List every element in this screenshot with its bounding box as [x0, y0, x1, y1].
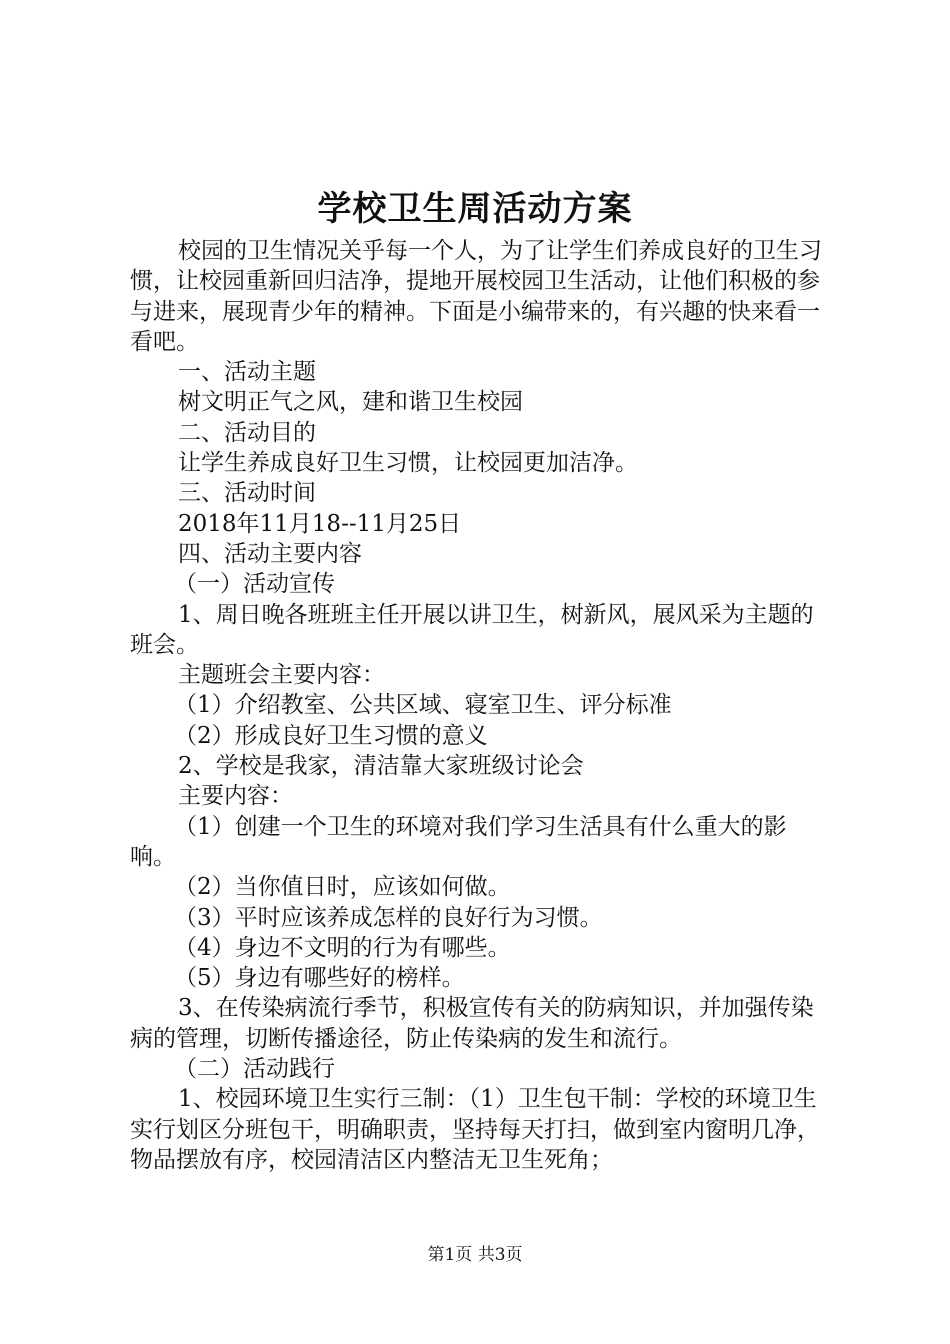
list-item: （4）身边不文明的行为有哪些。: [174, 934, 511, 961]
list-item: 3、在传染病流行季节，积极宣传有关的防病知识，并加强传染病的管理，切断传播途径，防止传染病的发生和流行。: [130, 995, 814, 1052]
time-text: 2018年11月18--11月25日: [178, 510, 462, 537]
list-item: 主题班会主要内容：: [178, 662, 385, 689]
list-item: （5）身边有哪些好的榜样。: [174, 965, 465, 992]
purpose-text: 让学生养成良好卫生习惯，让校园更加洁净。: [178, 450, 638, 477]
list-item: 1、校园环境卫生实行三制：（1）卫生包干制：学校的环境卫生实行划区分班包干，明确职责，坚持每天打扫，做到室内窗明几净，物品摆放有序，校园清洁区内整洁无卫生死角；: [130, 1086, 820, 1173]
page-footer: 第1页 共3页: [427, 1245, 523, 1265]
list-item: （2）当你值日时，应该如何做。: [174, 874, 511, 901]
document-body: [130, 236, 830, 1175]
section-heading-content: 四、活动主要内容: [178, 540, 362, 567]
list-item: 2、学校是我家，清洁靠大家班级讨论会: [178, 753, 584, 780]
subsection-heading-publicity: （一）活动宣传: [174, 571, 335, 598]
intro-paragraph: 校园的卫生情况关乎每一个人，为了让学生们养成良好的卫生习惯，让校园重新回归洁净，提地开展校园卫生活动，让他们积极的参与进来，展现青少年的精神。下面是小编带来的，有兴趣的快来看一看吧。: [130, 238, 822, 355]
section-heading-time: 三、活动时间: [178, 480, 316, 507]
document-title: 学校卫生周活动方案: [317, 189, 633, 229]
list-item: （1）创建一个卫生的环境对我们学习生活具有什么重大的影响。: [130, 813, 787, 870]
list-item: （2）形成良好卫生习惯的意义: [174, 722, 488, 749]
list-item: （1）介绍教室、公共区域、寝室卫生、评分标准: [174, 692, 672, 719]
section-heading-purpose: 二、活动目的: [178, 419, 316, 446]
list-item: 1、周日晚各班班主任开展以讲卫生，树新风，展风采为主题的班会。: [130, 601, 814, 658]
list-item: 主要内容：: [178, 783, 293, 810]
subsection-heading-practice: （二）活动践行: [174, 1056, 335, 1083]
list-item: （3）平时应该养成怎样的良好行为习惯。: [174, 904, 603, 931]
section-heading-theme: 一、活动主题: [178, 359, 316, 386]
theme-text: 树文明正气之风，建和谐卫生校园: [178, 389, 523, 416]
